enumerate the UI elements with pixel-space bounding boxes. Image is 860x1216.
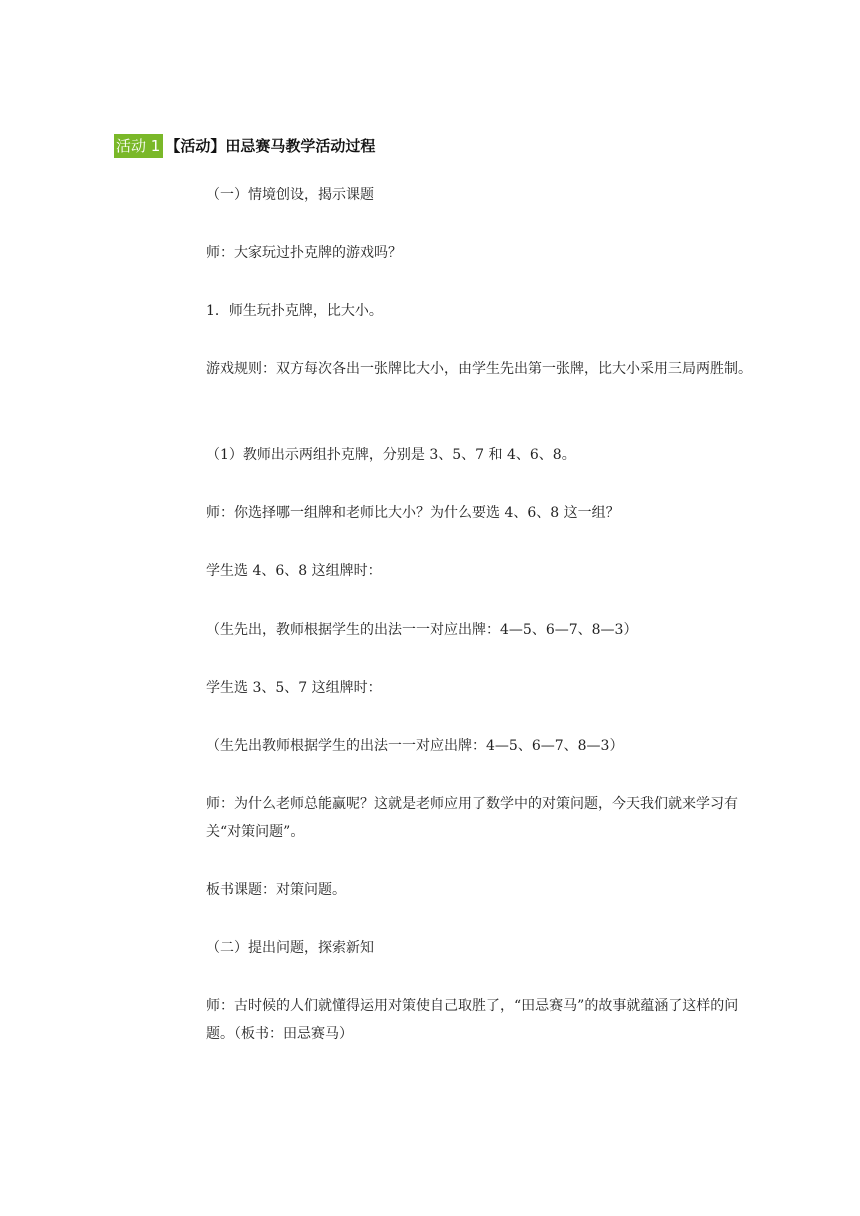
paragraph: （生先出教师根据学生的出法一一对应出牌：4—5、6—7、8—3） xyxy=(206,738,624,754)
paragraph: 师：古时候的人们就懂得运用对策使自己取胜了，“田忌赛马”的故事就蕴涵了这样的问题。（板书：田忌赛马） xyxy=(206,998,739,1042)
paragraph: 学生选 3、5、7 这组牌时： xyxy=(206,680,382,696)
section-heading-1: （一）情境创设，揭示课题 xyxy=(206,187,374,203)
paragraph: 板书课题：对策问题。 xyxy=(206,882,346,898)
paragraph: （生先出，教师根据学生的出法一一对应出牌：4—5、6—7、8—3） xyxy=(206,622,638,638)
paragraph: 师：为什么老师总能赢呢？这就是老师应用了数学中的对策问题，今天我们就来学习有关“对策问题”。 xyxy=(206,796,738,840)
activity-title: 【活动】田忌赛马教学活动过程 xyxy=(165,137,376,155)
paragraph: 师：你选择哪一组牌和老师比大小？为什么要选 4、6、8 这一组？ xyxy=(206,505,620,521)
section-heading-2: （二）提出问题，探索新知 xyxy=(206,940,374,956)
paragraph: 师：大家玩过扑克牌的游戏吗？ xyxy=(206,245,402,261)
paragraph: （1）教师出示两组扑克牌，分别是 3、5、7 和 4、6、8。 xyxy=(206,447,576,463)
activity-tag: 活动 1 xyxy=(114,134,163,158)
paragraph: 学生选 4、6、8 这组牌时： xyxy=(206,563,382,579)
activity-heading xyxy=(114,134,375,158)
paragraph: 1．师生玩扑克牌，比大小。 xyxy=(206,303,383,319)
game-rules-paragraph: 游戏规则：双方每次各出一张牌比大小，由学生先出第一张牌，比大小采用三局两胜制。 xyxy=(206,361,752,377)
